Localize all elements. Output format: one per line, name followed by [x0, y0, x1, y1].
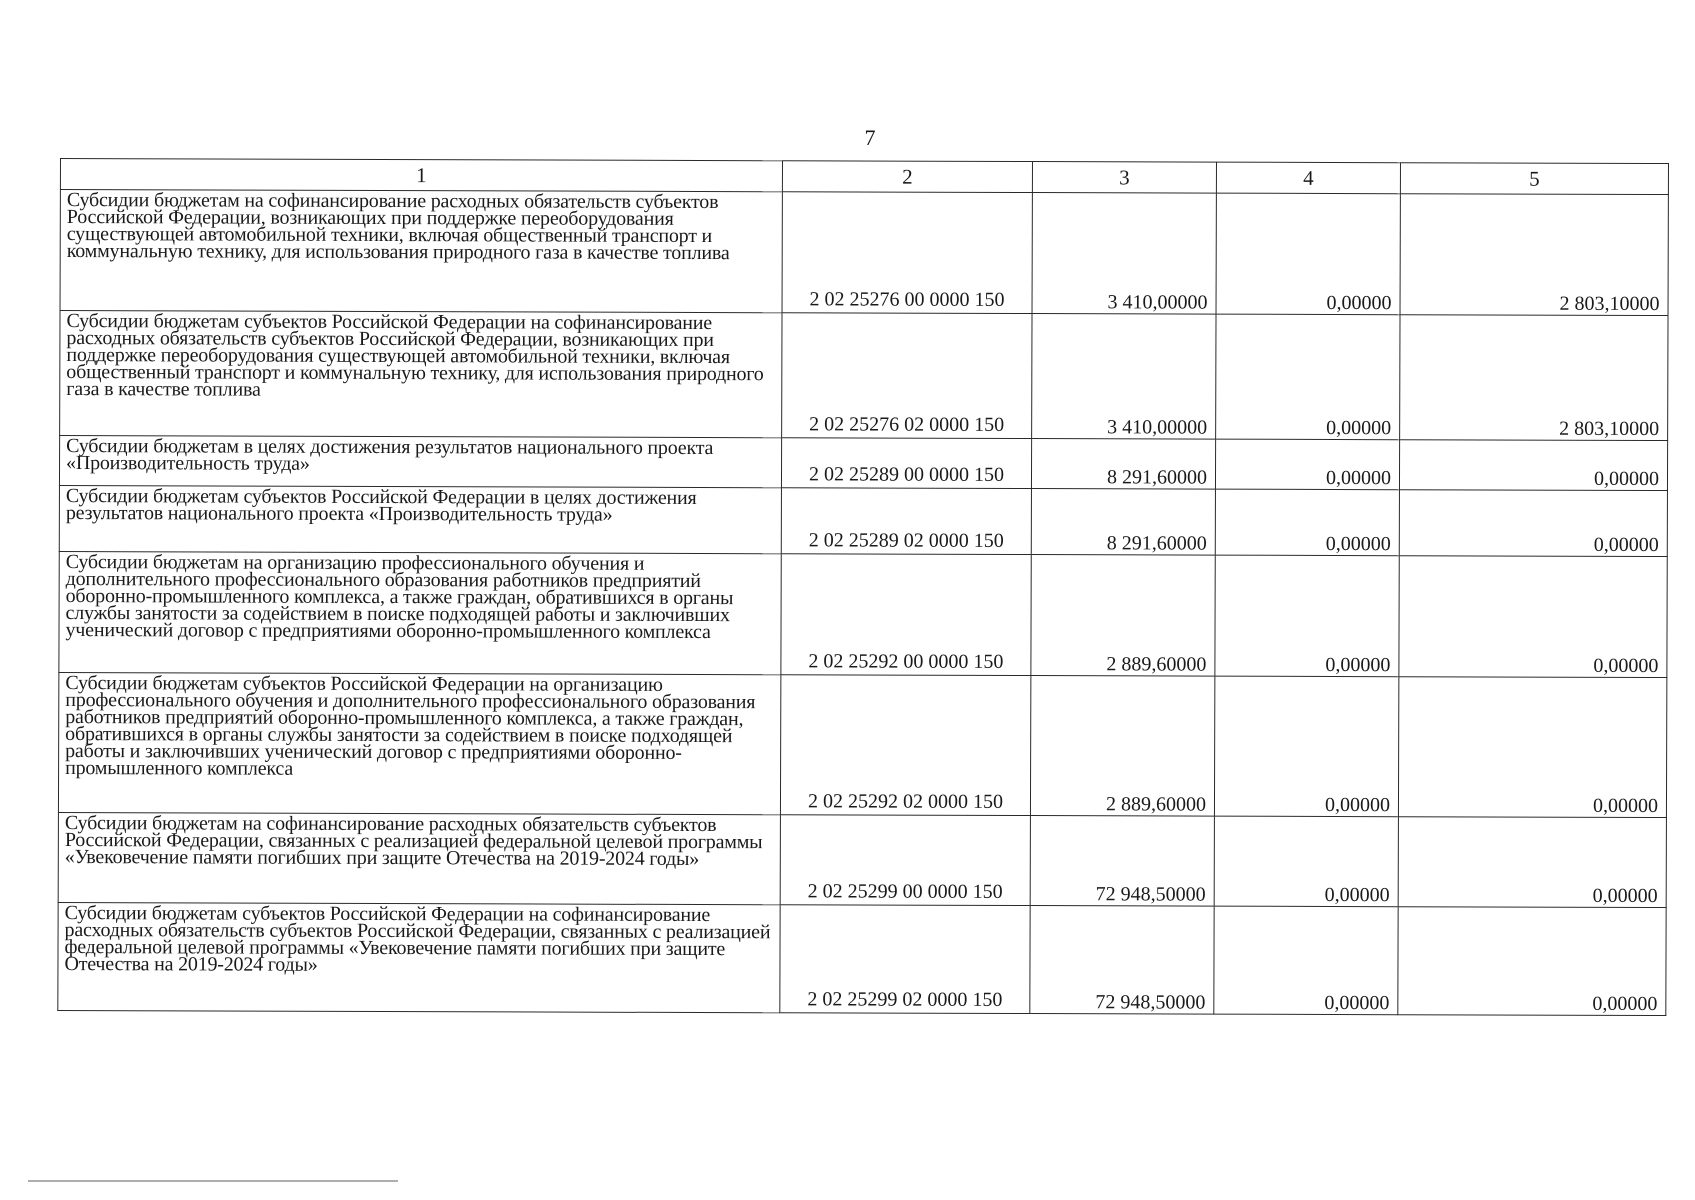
row-value-col3: 2 889,60000	[1031, 555, 1215, 677]
row-code: 2 02 25292 02 0000 150	[780, 675, 1030, 816]
row-description: Субсидии бюджетам субъектов Российской Федерации на организацию профессионального обучения и дополнительного профессионального образования работников предприятий оборонно-промышленного комплекса, а также граждан, обратившихся в органы службы занятости за содействием в поиске подходящей работы и заключивших ученический договор с предприятиями оборонно-промышленного комплекса	[58, 672, 780, 814]
row-description: Субсидии бюджетам субъектов Российской Федерации на софинансирование расходных обязательств субъектов Российской Федерации, возникающих при поддержке переоборудования существующей автомобильной техники, включая общественный транспорт и коммунальную технику, для использования природного газа в качестве топлива	[60, 311, 782, 438]
row-description: Субсидии бюджетам субъектов Российской Федерации в целях достижения результатов национального проекта «Производительность труда»	[59, 485, 781, 553]
row-value-col5: 0,00000	[1399, 440, 1667, 491]
row-value-col5: 0,00000	[1399, 556, 1667, 678]
table-row	[60, 190, 1668, 316]
row-value-col3: 3 410,00000	[1032, 193, 1216, 315]
row-value-col5: 0,00000	[1398, 907, 1666, 1016]
row-value-col3: 2 889,60000	[1030, 676, 1214, 817]
row-code: 2 02 25289 00 0000 150	[781, 438, 1031, 489]
row-code: 2 02 25299 02 0000 150	[780, 905, 1030, 1014]
row-value-col3: 3 410,00000	[1032, 314, 1216, 440]
row-value-col4: 0,00000	[1214, 816, 1398, 907]
header-col-5: 5	[1400, 163, 1668, 195]
page-number: 7	[864, 125, 876, 150]
row-value-col3: 8 291,60000	[1031, 439, 1215, 490]
row-value-col4: 0,00000	[1215, 489, 1399, 556]
budget-table	[57, 158, 1669, 1016]
table-row	[58, 812, 1666, 907]
table-row	[58, 672, 1666, 817]
row-value-col4: 0,00000	[1215, 439, 1399, 490]
row-value-col5: 2 803,10000	[1400, 194, 1668, 316]
header-col-2: 2	[782, 161, 1032, 193]
row-value-col3: 72 948,50000	[1030, 906, 1214, 1015]
row-code: 2 02 25292 00 0000 150	[781, 554, 1031, 676]
row-value-col4: 0,00000	[1214, 676, 1398, 817]
table-row	[58, 902, 1666, 1015]
table-container	[57, 158, 1669, 1016]
row-description: Субсидии бюджетам в целях достижения результатов национального проекта «Производительность труда»	[59, 436, 781, 488]
table-row	[60, 311, 1668, 441]
table-row	[59, 436, 1667, 491]
scan-artifact-line	[28, 1180, 398, 1182]
row-code: 2 02 25289 02 0000 150	[781, 488, 1031, 555]
row-value-col4: 0,00000	[1216, 193, 1400, 315]
header-col-1: 1	[60, 159, 782, 192]
row-code: 2 02 25299 00 0000 150	[780, 815, 1030, 906]
header-col-4: 4	[1216, 162, 1400, 194]
row-value-col4: 0,00000	[1215, 555, 1399, 677]
table-row	[59, 485, 1667, 556]
table-row	[59, 551, 1667, 677]
row-value-col5: 2 803,10000	[1400, 315, 1668, 441]
row-value-col5: 0,00000	[1398, 817, 1666, 908]
row-description: Субсидии бюджетам субъектов Российской Федерации на софинансирование расходных обязательств субъектов Российской Федерации, связанных с реализацией федеральной целевой программы «Увековечение памяти погибших при защите Отечества на 2019-2024 годы»	[58, 902, 780, 1012]
header-col-3: 3	[1032, 162, 1216, 194]
row-value-col4: 0,00000	[1214, 906, 1398, 1015]
row-description: Субсидии бюджетам на софинансирование расходных обязательств субъектов Российской Федерации, возникающих при поддержке переоборудования существующей автомобильной техники, включая общественный транспорт и коммунальную технику, для использования природного газа в качестве топлива	[60, 190, 782, 313]
row-value-col4: 0,00000	[1216, 314, 1400, 440]
row-description: Субсидии бюджетам на софинансирование расходных обязательств субъектов Российской Федерации, связанных с реализацией федеральной целевой программы «Увековечение памяти погибших при защите Отечества на 2019-2024 годы»	[58, 812, 780, 904]
row-value-col3: 8 291,60000	[1031, 489, 1215, 556]
row-description: Субсидии бюджетам на организацию профессионального обучения и дополнительного профессионального образования работников предприятий оборонно-промышленного комплекса, а также граждан, обратившихся в органы службы занятости за содействием в поиске подходящей работы и заключивших ученический договор с предприятиями оборонно-промышленного комплекса	[59, 551, 781, 674]
row-code: 2 02 25276 02 0000 150	[782, 313, 1032, 439]
row-value-col5: 0,00000	[1399, 490, 1667, 557]
row-code: 2 02 25276 00 0000 150	[782, 192, 1032, 314]
row-value-col3: 72 948,50000	[1030, 816, 1214, 907]
row-value-col5: 0,00000	[1398, 677, 1666, 818]
